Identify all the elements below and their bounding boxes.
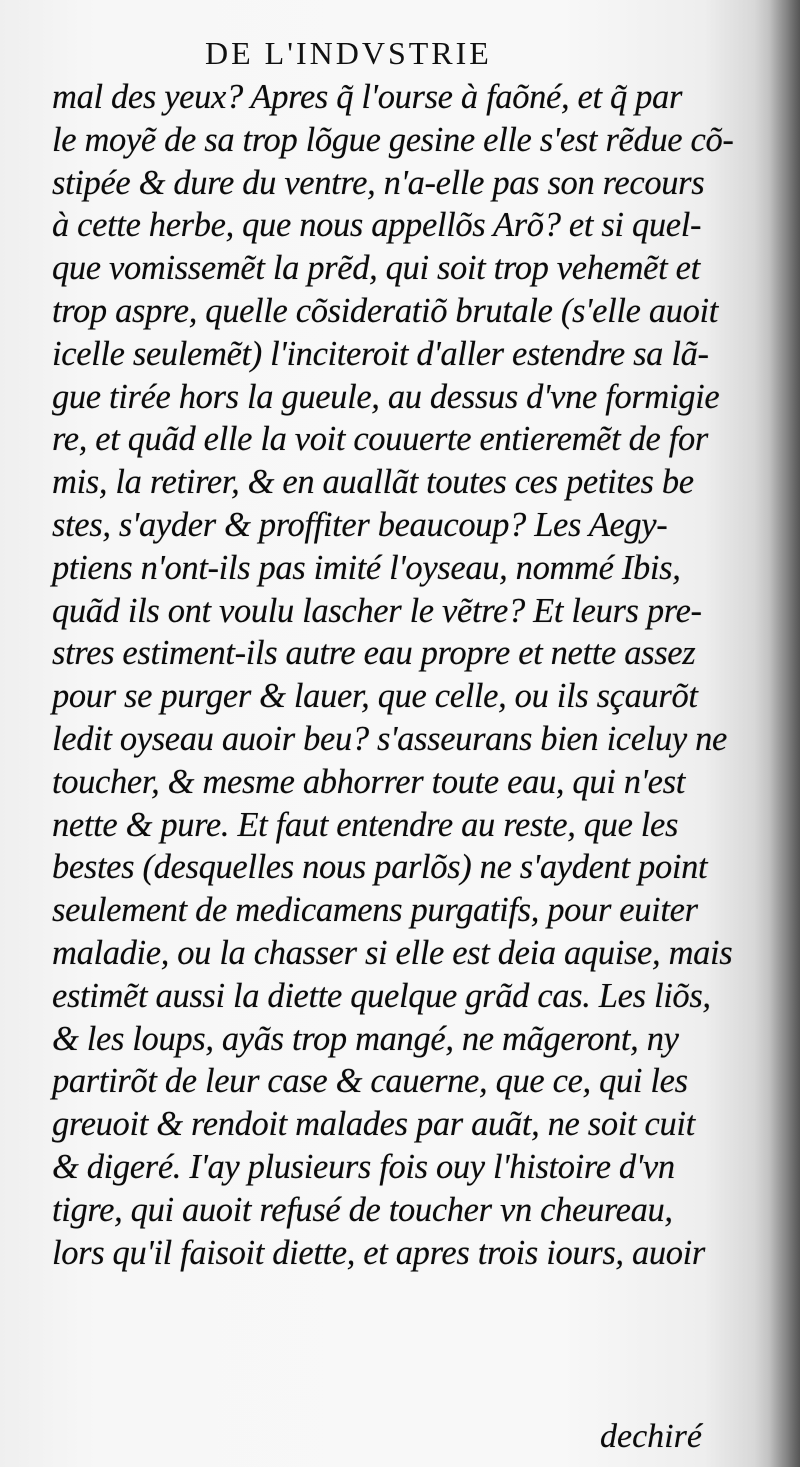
text-line: ledit oyseau auoir beu? s'asseurans bien iceluy ne <box>52 719 727 758</box>
text-line: re, et quãd elle la voit couuerte entieremẽt de for <box>52 420 708 459</box>
running-head: DE L'INDVSTRIE <box>205 35 492 71</box>
spine-shadow <box>754 0 800 1467</box>
text-line: maladie, ou la chasser si elle est deia aquise, mais <box>52 933 733 972</box>
text-line: ptiens n'ont-ils pas imité l'oyseau, nommé Ibis, <box>52 548 681 587</box>
text-line: stes, s'ayder & proffiter beaucoup? Les Aegy- <box>52 505 668 544</box>
catchword: dechiré <box>600 1418 702 1455</box>
text-line: pour se purger & lauer, que celle, ou ils sçaurõt <box>52 677 698 716</box>
text-line: mis, la retirer, & en auallãt toutes ces petites be <box>52 463 694 502</box>
text-line: stres estiment-ils autre eau propre et nette assez <box>52 634 696 673</box>
text-line: seulement de medicamens purgatifs, pour euiter <box>52 891 698 930</box>
text-line: icelle seulemẽt) l'inciteroit d'aller estendre sa lã- <box>52 334 709 373</box>
text-line: partirõt de leur case & cauerne, que ce, qui les <box>52 1062 688 1101</box>
text-line: le moyẽ de sa trop lõgue gesine elle s'est rẽdue cõ- <box>52 120 734 159</box>
text-line: à cette herbe, que nous appellõs Arõ? et si quel- <box>52 206 702 245</box>
text-line: greuoit & rendoit malades par auãt, ne soit cuit <box>52 1105 695 1144</box>
text-line: trop aspre, quelle cõsideratiõ brutale (s'elle auoit <box>52 291 718 330</box>
text-line: estimẽt aussi la diette quelque grãd cas. Les liõs, <box>52 976 711 1015</box>
text-line: tigre, qui auoit refusé de toucher vn cheureau, <box>52 1190 673 1229</box>
body-text <box>52 76 742 1376</box>
text-line: stipée & dure du ventre, n'a-elle pas son recours <box>52 163 705 202</box>
text-line: toucher, & mesme abhorrer toute eau, qui n'est <box>52 762 685 801</box>
text-line: bestes (desquelles nous parlõs) ne s'aydent point <box>52 848 708 887</box>
text-line: nette & pure. Et faut entendre au reste, que les <box>52 805 679 844</box>
text-line: gue tirée hors la gueule, au dessus d'vne formigie <box>52 377 720 416</box>
text-line: que vomissemẽt la prẽd, qui soit trop vehemẽt et <box>52 249 700 288</box>
text-line: quãd ils ont voulu lascher le vẽtre? Et leurs pre- <box>52 591 702 630</box>
text-line: mal des yeux? Apres q̃ l'ourse à faõné, et q̃ par <box>52 78 683 116</box>
text-line: & digeré. I'ay plusieurs fois ouy l'histoire d'vn <box>52 1147 675 1186</box>
text-line: & les loups, ayãs trop mangé, ne mãgeront, ny <box>52 1019 679 1058</box>
text-line: lors qu'il faisoit diette, et apres trois iours, auoir <box>52 1233 705 1272</box>
